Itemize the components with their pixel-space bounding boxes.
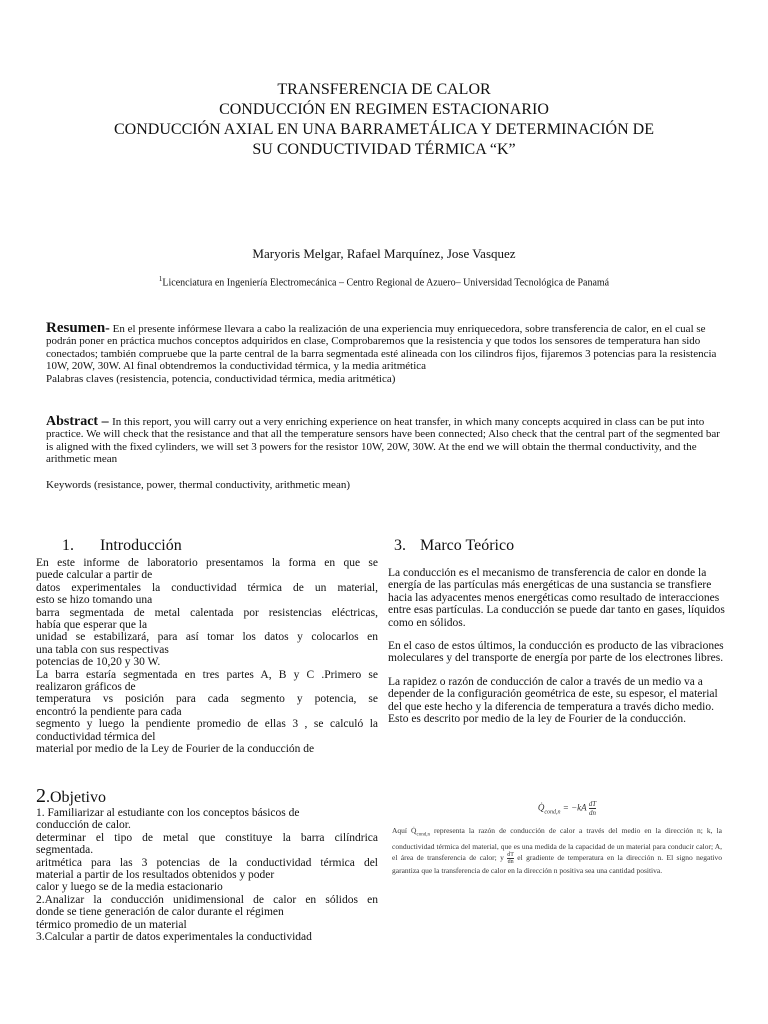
equation-desc-a: Aquí Q̇	[392, 825, 417, 835]
text-line: 1. Familiarizar al estudiante con los conceptos básicos de	[36, 807, 300, 819]
text-line: determinar el tipo de metal que constituye la barra cilíndrica	[36, 831, 378, 844]
text-line: puede calcular a partir de	[36, 569, 153, 582]
equation-description	[392, 825, 722, 877]
marco-heading	[394, 537, 514, 555]
marco-number: 3.	[394, 537, 406, 554]
resumen-body: En el presente infórmese llevara a cabo la realización de una experiencia muy enriquecedora, sobre transferencia de calor, en el cual se podrán poner en práctica muchos conceptos adquiridos en clase, Comprobaremos que la resistencia y que todos los sensores de temperatura han sido conectados; también compruebe que la parte central de la barra segmentada esté alineada con los cilindros fijos, fijaremos 3 potencias para la resistencia 10W, 20W, 30W. Al final obtendremos la conductividad térmica, y la media aritmética	[46, 323, 717, 373]
title-line-1: TRANSFERENCIA DE CALOR	[277, 81, 491, 98]
equation-desc-b: representa la razón de conducción de calor a través del medio en la dirección n; k, la conductividad térmica del material, que es una medida de la capacidad de un material para conducir calor; A, el área de transferencia de calor; y	[392, 825, 722, 863]
marco-paragraph-1: La conducción es el mecanismo de transferencia de calor en donde la energía de las partículas más energéticas de una sustancia se transfiere hacia las adyacentes menos energéticas como resultado de interacciones entre esas partículas. La conducción se puede dar tanto en gases, líquidos como en sólidos.	[388, 567, 725, 629]
affiliation-text: Licenciatura en Ingeniería Electromecánica – Centro Regional de Azuero– Universidad Tecnológica de Panamá	[162, 277, 610, 289]
text-line: había que esperar que la	[36, 619, 148, 632]
resumen-heading: Resumen	[46, 320, 106, 336]
text-line: temperatura vs posición para cada segmento y potencia, se	[36, 693, 378, 706]
text-line: donde se tiene generación de calor durante el régimen	[36, 906, 284, 919]
marco-title: Marco Teórico	[420, 537, 515, 554]
abstract-dash: –	[98, 414, 113, 429]
text-line: unidad se estabilizará, para así tomar los datos y colocarlos en	[36, 631, 378, 644]
text-line: En este informe de laboratorio presentamos la forma en que se	[36, 557, 378, 569]
abstract-body: In this report, you will carry out a very enriching experience on heat transfer, in which many concepts acquired in class can be put into practice. We will check that the resistance and that all the temperature sensors have been connected; Also check that the central part of the segmented bar is aligned with the fixed cylinders, we will set 3 powers for the resistor 10W, 20W, 30W. At the end we will obtain the thermal conductivity, and the arithmetic mean	[46, 416, 720, 466]
equation-denominator: dn	[588, 809, 596, 817]
text-line: 3.Calcular a partir de datos experimentales la conductividad	[36, 931, 312, 944]
marco-paragraph-3: La rapidez o razón de conducción de calor a través de un medio va a depender de la configuración geométrica de este, su espesor, el material del que este hecho y la diferencia de temperatura a través dicho medio. Esto es descrito por medio de la ley de Fourier de la conducción.	[388, 675, 718, 726]
abstract-keywords: Keywords (resistance, power, thermal conductivity, arithmetic mean)	[46, 478, 350, 491]
title-line-3: CONDUCCIÓN AXIAL EN UNA BARRAMETÁLICA Y DETERMINACIÓN DE	[114, 121, 654, 138]
equation-desc-fraction	[507, 852, 514, 865]
text-line: segmento y luego la pendiente promedio de ellas 3 , se calculó la	[36, 718, 378, 731]
abstract-heading: Abstract	[46, 414, 99, 429]
intro-body	[36, 557, 378, 756]
text-line: 2.Analizar la conducción unidimensional de calor en sólidos en	[36, 893, 378, 906]
text-line: calor y luego se de la media estacionario	[36, 881, 223, 894]
equation-desc-numerator: dT	[507, 852, 514, 859]
authors: Maryoris Melgar, Rafael Marquínez, Jose Vasquez	[252, 246, 516, 261]
affiliation	[0, 275, 768, 288]
title-line-4: SU CONDUCTIVIDAD TÉRMICA “K”	[252, 141, 516, 158]
equation-lhs-sub: cond,n	[544, 809, 561, 816]
resumen-block	[46, 322, 726, 385]
text-line: datos experimentales la conductividad térmica de un material,	[36, 581, 378, 594]
marco-body	[388, 567, 732, 736]
text-line: potencias de 10,20 y 30 W.	[36, 656, 161, 669]
affiliation-marker: 1	[158, 275, 163, 283]
paper-title	[0, 80, 768, 160]
text-line: conductividad térmica del	[36, 730, 156, 743]
intro-heading	[62, 537, 182, 555]
objetivo-number: 2	[36, 785, 46, 807]
text-line: una tabla con sus respectivas	[36, 643, 169, 656]
equation-figure	[392, 800, 722, 890]
text-line: realizaron gráficos de	[36, 681, 136, 694]
resumen-dash: -	[105, 321, 110, 336]
text-line: barra segmentada de metal calentada por resistencias eléctricas,	[36, 606, 378, 619]
objetivo-heading	[36, 785, 106, 808]
equation-numerator: dT	[588, 800, 597, 808]
objetivo-body	[36, 807, 378, 943]
intro-number: 1.	[62, 537, 74, 554]
text-line: material a partir de los resultados obtenidos y poder	[36, 869, 275, 882]
abstract-block	[46, 416, 726, 491]
marco-paragraph-2: En el caso de estos últimos, la conducción es producto de las vibraciones moleculares y del transporte de energía por parte de los electrones libres.	[388, 640, 724, 665]
resumen-keywords: Palabras claves (resistencia, potencia, conductividad térmica, media aritmética)	[46, 372, 396, 385]
text-line: térmico promedio de un material	[36, 918, 187, 931]
intro-title: Introducción	[100, 537, 182, 554]
text-line: encontró la pendiente para cada	[36, 705, 182, 718]
text-line: La barra estaría segmentada en tres partes A, B y C .Primero se	[36, 668, 378, 681]
equation-desc-sub: cond,n	[416, 832, 430, 838]
title-line-2: CONDUCCIÓN EN REGIMEN ESTACIONARIO	[219, 101, 549, 118]
objetivo-title: .Objetivo	[46, 789, 106, 806]
text-line: conducción de calor.	[36, 819, 131, 832]
equation-desc-c: el gradiente de temperatura en la dirección n. El signo negativo garantiza que la transferencia de calor en la dirección n positiva sea una cantidad positiva.	[392, 853, 722, 876]
text-line: aritmética para las 3 potencias de la conductividad térmica del	[36, 856, 378, 869]
text-line: segmentada.	[36, 844, 94, 857]
equation-rhs: = −kA	[560, 802, 587, 813]
equation-lhs: Q̇	[537, 802, 545, 813]
text-line: esto se hizo tomando una	[36, 594, 153, 607]
equation-fraction	[589, 800, 596, 817]
equation-desc-denominator: dn	[507, 859, 514, 866]
fourier-equation	[392, 800, 722, 819]
text-line: material por medio de la Ley de Fourier de la conducción de	[36, 743, 315, 756]
